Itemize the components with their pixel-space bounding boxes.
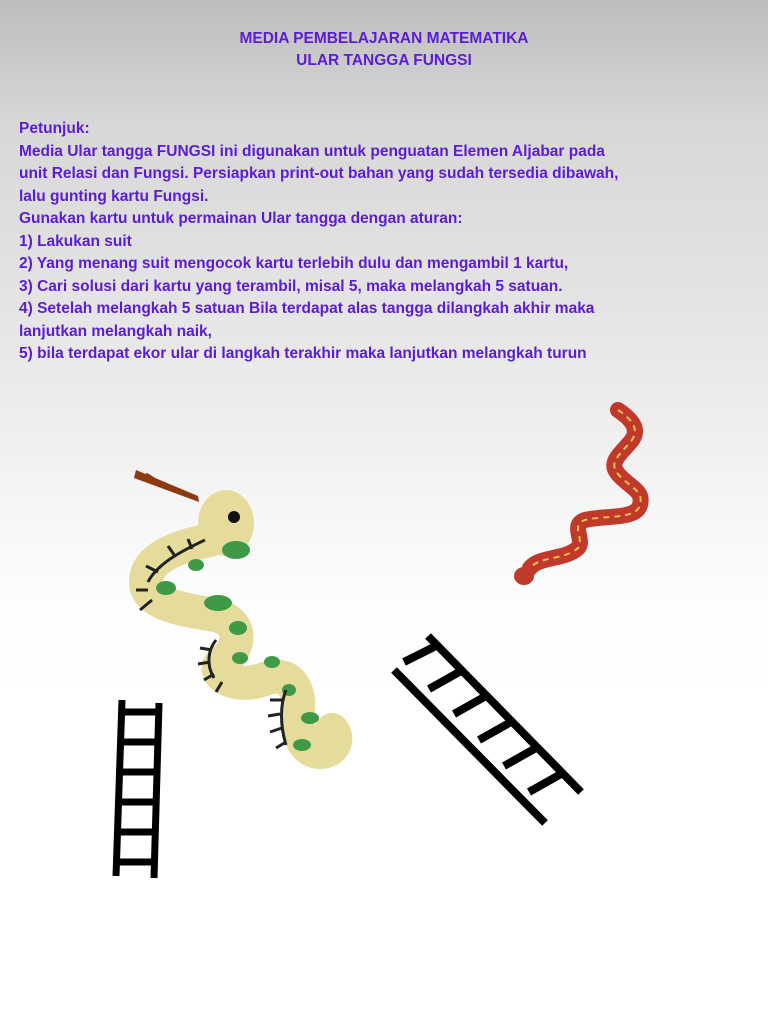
instruction-line: 3) Cari solusi dari kartu yang terambil, misal 5, maka melangkah 5 satuan. — [19, 277, 563, 295]
title-line-1: MEDIA PEMBELAJARAN MATEMATIKA — [239, 30, 529, 47]
instruction-line: lanjutkan melangkah naik, — [19, 322, 212, 340]
red-snake-icon — [514, 410, 641, 585]
instruction-line: 1) Lakukan suit — [19, 232, 132, 250]
instruction-line: Media Ular tangga FUNGSI ini digunakan untuk penguatan Elemen Aljabar pada — [19, 142, 605, 160]
ladder-icon — [394, 636, 581, 823]
instructions-heading: Petunjuk: — [19, 120, 90, 137]
instruction-line: unit Relasi dan Fungsi. Persiapkan print-out bahan yang sudah tersedia dibawah, — [19, 165, 619, 182]
instruction-line: 2) Yang menang suit mengocok kartu terlebih dulu dan mengambil 1 kartu, — [19, 255, 569, 272]
yellow-snake-icon — [134, 470, 335, 752]
instruction-line: 4) Setelah melangkah 5 satuan Bila terdapat alas tangga dilangkah akhir maka — [19, 300, 595, 317]
title-line-2: ULAR TANGGA FUNGSI — [296, 52, 472, 69]
instruction-line: 5) bila terdapat ekor ular di langkah terakhir maka lanjutkan melangkah turun — [19, 345, 587, 362]
ladder-icon — [116, 700, 159, 878]
instruction-line: Gunakan kartu untuk permainan Ular tangga dengan aturan: — [19, 210, 463, 227]
instruction-line: lalu gunting kartu Fungsi. — [19, 187, 209, 205]
